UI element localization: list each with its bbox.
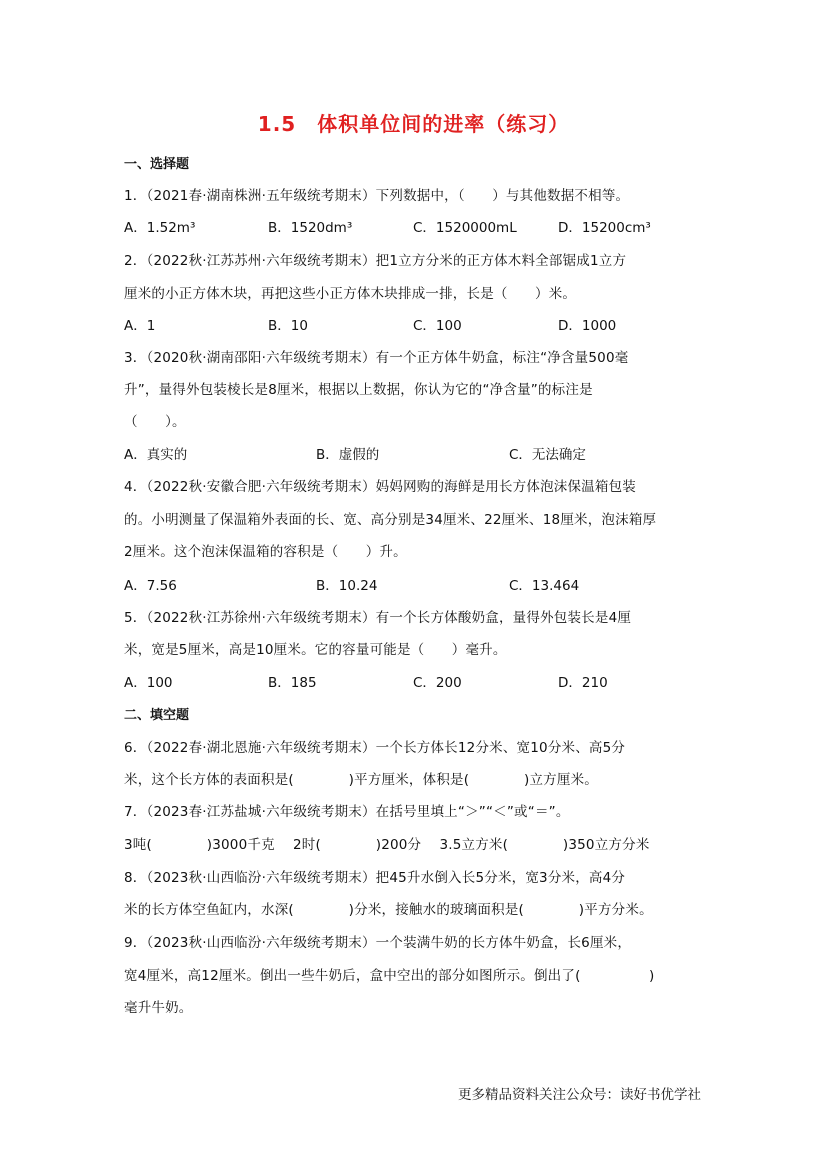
footer-note: 更多精品资料关注公众号：读好书优学社 [458, 1087, 701, 1103]
question-2-text-line1: 2．（2022秋·江苏苏州·六年级统考期末）把1立方分米的正方体木料全部锯成1立方 [124, 253, 627, 269]
q4-option-a: A．7.56 [124, 578, 177, 594]
question-6-text-line2: 米，这个长方体的表面积是( )平方厘米，体积是( )立方厘米。 [124, 772, 598, 788]
question-4-text-line3: 2厘米。这个泡沫保温箱的容积是（ ）升。 [124, 544, 407, 560]
q2-option-d: D．1000 [558, 318, 617, 334]
question-9-text-line2: 宽4厘米，高12厘米。倒出一些牛奶后，盒中空出的部分如图所示。倒出了( ) [124, 968, 655, 984]
question-2-text-line2: 厘米的小正方体木块，再把这些小正方体木块排成一排，长是（ ）米。 [124, 286, 577, 302]
question-4-text-line2: 的。小明测量了保温箱外表面的长、宽、高分别是34厘米、22厘米、18厘米，泡沫箱厚 [124, 512, 657, 528]
question-8-text-line2: 米的长方体空鱼缸内，水深( )分米，接触水的玻璃面积是( )平方分米。 [124, 902, 653, 918]
question-4-text-line1: 4．（2022秋·安徽合肥·六年级统考期末）妈妈网购的海鲜是用长方体泡沫保温箱包装 [124, 479, 636, 495]
question-6-text-line1: 6．（2022春·湖北恩施·六年级统考期末）一个长方体长12分米、宽10分米、高5分 [124, 740, 626, 756]
q5-option-a: A．100 [124, 675, 173, 691]
question-5-text-line2: 米，宽是5厘米，高是10厘米。它的容量可能是（ ）毫升。 [124, 642, 507, 658]
question-7-text-line1: 7．（2023春·江苏盐城·六年级统考期末）在括号里填上“＞”“＜”或“＝”。 [124, 804, 570, 820]
question-3-text-line2: 升”，量得外包装棱长是8厘米，根据以上数据，你认为它的“净含量”的标注是 [124, 382, 593, 398]
section-heading-fill: 二、填空题 [124, 708, 190, 723]
q2-option-b: B．10 [268, 318, 308, 334]
page-title: 1.5 体积单位间的进率（练习） [257, 112, 570, 136]
q5-option-c: C．200 [413, 675, 462, 691]
q1-option-d: D．15200cm³ [558, 220, 651, 236]
question-3-text-line1: 3．（2020秋·湖南邵阳·六年级统考期末）有一个正方体牛奶盒，标注“净含量500毫 [124, 350, 629, 366]
section-heading-choice: 一、选择题 [124, 157, 190, 172]
question-5-text-line1: 5．（2022秋·江苏徐州·六年级统考期末）有一个长方体酸奶盒，量得外包装长是4厘 [124, 610, 632, 626]
q1-option-c: C．1520000mL [413, 220, 517, 236]
question-9-text-line3: 毫升牛奶。 [124, 1000, 193, 1016]
q3-option-c: C．无法确定 [509, 447, 586, 463]
question-8-text-line1: 8．（2023秋·山西临汾·六年级统考期末）把45升水倒入长5分米，宽3分米，高4分 [124, 870, 626, 886]
q3-option-a: A．真实的 [124, 447, 188, 463]
question-1-text: 1．（2021春·湖南株洲·五年级统考期末）下列数据中，（ ）与其他数据不相等。 [124, 188, 630, 204]
q5-option-d: D．210 [558, 675, 608, 691]
q3-option-b: B．虚假的 [316, 447, 380, 463]
question-9-text-line1: 9．（2023秋·山西临汾·六年级统考期末）一个装满牛奶的长方体牛奶盒，长6厘米， [124, 935, 632, 951]
question-3-text-line3: （ ）。 [124, 414, 186, 430]
q4-option-c: C．13.464 [509, 578, 580, 594]
q1-option-b: B．1520dm³ [268, 220, 353, 236]
q1-option-a: A．1.52m³ [124, 220, 196, 236]
q4-option-b: B．10.24 [316, 578, 378, 594]
q2-option-a: A．1 [124, 318, 156, 334]
q5-option-b: B．185 [268, 675, 317, 691]
q2-option-c: C．100 [413, 318, 462, 334]
question-7-text-line2: 3吨( )3000千克 2时( )200分 3.5立方米( )350立方分米 [124, 837, 650, 853]
